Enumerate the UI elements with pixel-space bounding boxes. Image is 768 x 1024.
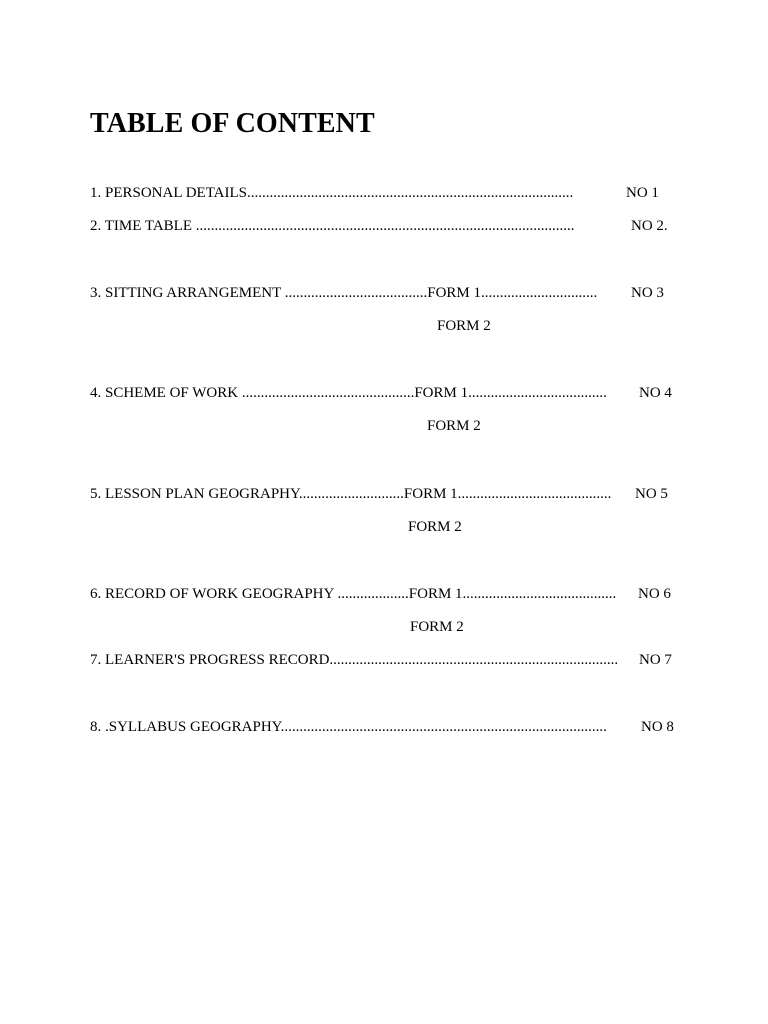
toc-page-number: NO 1 bbox=[626, 185, 659, 201]
toc-page-number: NO 7 bbox=[639, 652, 672, 668]
page-title: TABLE OF CONTENT bbox=[90, 108, 375, 139]
toc-entry-personal-details: 1. PERSONAL DETAILS....................................................................................... bbox=[90, 185, 574, 201]
toc-entry-sitting-arrangement: 3. SITTING ARRANGEMENT ......................................FORM 1............................... bbox=[90, 285, 598, 301]
toc-page-number: NO 2. bbox=[631, 218, 668, 234]
toc-entry-lesson-plan: 5. LESSON PLAN GEOGRAPHY............................FORM 1......................................... bbox=[90, 486, 612, 502]
toc-entry-syllabus: 8. .SYLLABUS GEOGRAPHY....................................................................................... bbox=[90, 719, 607, 735]
toc-subentry-form-2: FORM 2 bbox=[408, 519, 462, 535]
toc-page-number: NO 6 bbox=[638, 586, 671, 602]
toc-entry-time-table: 2. TIME TABLE ..................................................................................................... bbox=[90, 218, 575, 234]
toc-page-number: NO 4 bbox=[639, 385, 672, 401]
toc-entry-learners-progress: 7. LEARNER'S PROGRESS RECORD............................................................................. bbox=[90, 652, 619, 668]
toc-entry-record-of-work: 6. RECORD OF WORK GEOGRAPHY ...................FORM 1......................................... bbox=[90, 586, 617, 602]
toc-entry-scheme-of-work: 4. SCHEME OF WORK ..............................................FORM 1..................................... bbox=[90, 385, 607, 401]
toc-page-number: NO 8 bbox=[641, 719, 674, 735]
toc-page-number: NO 5 bbox=[635, 486, 668, 502]
toc-subentry-form-2: FORM 2 bbox=[410, 619, 464, 635]
toc-page-number: NO 3 bbox=[631, 285, 664, 301]
toc-subentry-form-2: FORM 2 bbox=[427, 418, 481, 434]
toc-subentry-form-2: FORM 2 bbox=[437, 318, 491, 334]
